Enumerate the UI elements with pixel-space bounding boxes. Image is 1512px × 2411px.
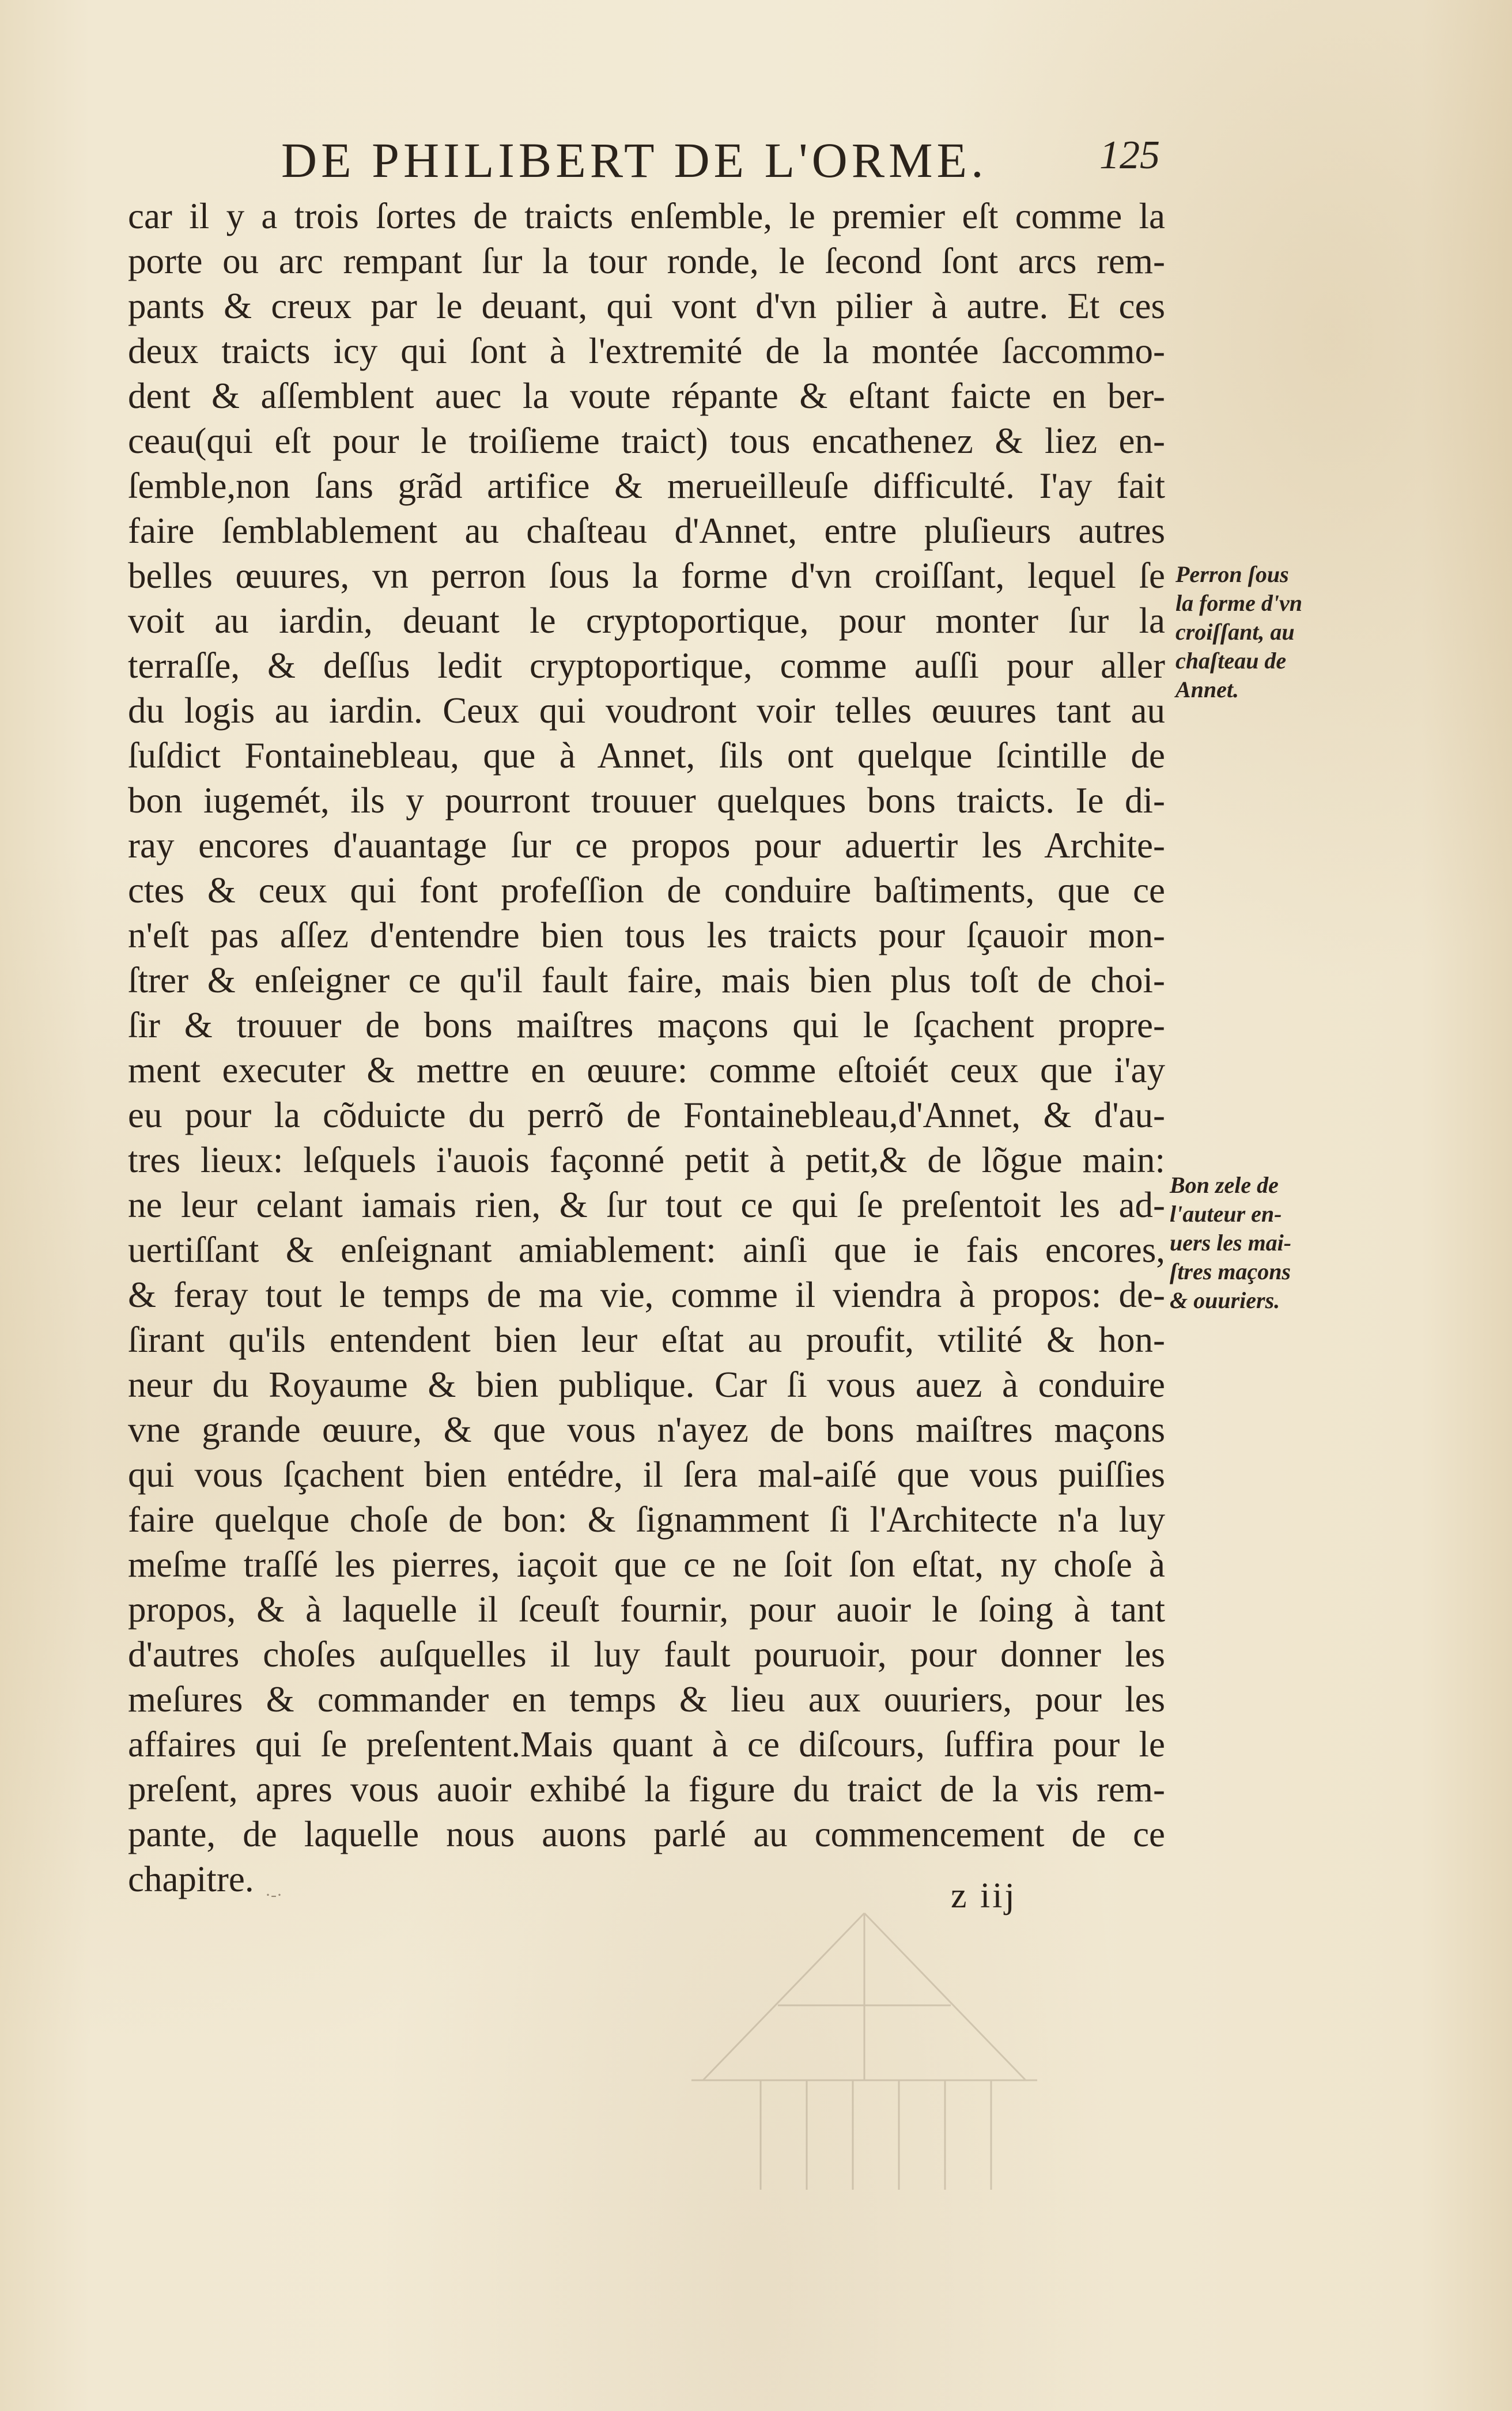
page-number: 125 xyxy=(1099,133,1160,177)
text-line: dent & aſſemblent auec la voute répante & eſtant faicte en ber- xyxy=(128,376,1165,416)
margin-note-line: croiſſant, au xyxy=(1175,619,1295,645)
text-line: affaires qui ſe preſentent.Mais quant à ce diſcours, ſuffira pour le xyxy=(128,1724,1165,1764)
signature-mark: z iij xyxy=(951,1876,1017,1915)
text-line: ſemble,non ſans grãd artifice & merueilleuſe difficulté. I'ay fait xyxy=(128,466,1165,506)
text-line: belles œuures, vn perron ſous la forme d'vn croiſſant, lequel ſe xyxy=(128,555,1165,596)
text-line: neur du Royaume & bien publique. Car ſi vous auez à conduire xyxy=(128,1365,1165,1405)
text-line: terraſſe, & deſſus ledit cryptoportique, comme auſſi pour aller xyxy=(128,645,1165,686)
text-line: chapitre. xyxy=(128,1859,254,1899)
text-line: bon iugemét, ils y pourront trouuer quelques bons traicts. Ie di- xyxy=(128,780,1165,821)
text-line: ſirant qu'ils entendent bien leur eſtat au proufit, vtilité & hon- xyxy=(128,1320,1165,1360)
text-line: qui vous ſçachent bien entédre, il ſera mal-aiſé que vous puiſſies xyxy=(128,1454,1165,1495)
running-head: DE PHILIBERT DE L'ORME. xyxy=(281,133,988,188)
text-line: deux traicts icy qui ſont à l'extremité de la montée ſaccommo- xyxy=(128,331,1165,371)
text-line: ſir & trouuer de bons maiſtres maçons qui le ſçachent propre- xyxy=(128,1005,1165,1045)
text-line: meſme traſſé les pierres, iaçoit que ce ne ſoit ſon eſtat, ny choſe à xyxy=(128,1544,1165,1585)
text-line: & feray tout le temps de ma vie, comme il viendra à propos: de- xyxy=(128,1275,1165,1315)
text-line: preſent, apres vous auoir exhibé la figure du traict de la vis rem- xyxy=(128,1769,1165,1809)
text-line: propos, & à laquelle il ſceuſt fournir, pour auoir le ſoing à tant xyxy=(128,1589,1165,1630)
main-text-block xyxy=(128,194,1165,1902)
text-line: eu pour la cõduicte du perrõ de Fontainebleau,d'Annet, & d'au- xyxy=(128,1095,1165,1135)
text-line: ray encores d'auantage ſur ce propos pour aduertir les Archite- xyxy=(128,825,1165,866)
text-line: ceau(qui eſt pour le troiſieme traict) tous encathenez & liez en- xyxy=(128,421,1165,461)
margin-note-perron xyxy=(1175,560,1325,704)
margin-note-line: Annet. xyxy=(1175,677,1239,702)
text-line: car il y a trois ſortes de traicts enſemble, le premier eſt comme la xyxy=(128,196,1165,236)
page-header xyxy=(0,131,1512,201)
text-line: ſtrer & enſeigner ce qu'il fault faire, mais bien plus toſt de choi- xyxy=(128,960,1165,1000)
text-line: du logis au iardin. Ceux qui voudront voir telles œuures tant au xyxy=(128,690,1165,731)
margin-note-line: & ouuriers. xyxy=(1170,1287,1280,1313)
text-line: ctes & ceux qui font profeſſion de conduire baſtiments, que ce xyxy=(128,870,1165,910)
text-line: ſuſdict Fontainebleau, que à Annet, ſils ont quelque ſcintille de xyxy=(128,735,1165,776)
text-line: faire ſemblablement au chaſteau d'Annet, entre pluſieurs autres xyxy=(128,511,1165,551)
margin-note-bon-zele xyxy=(1170,1171,1320,1315)
text-line: ne leur celant iamais rien, & ſur tout ce qui ſe preſentoit les ad- xyxy=(128,1185,1165,1225)
margin-note-line: l'auteur en- xyxy=(1170,1201,1282,1227)
text-line: d'autres choſes auſquelles il luy fault pouruoir, pour donner les xyxy=(128,1634,1165,1675)
margin-note-line: Bon zele de xyxy=(1170,1172,1279,1198)
text-line: tres lieux: leſquels i'auois façonné petit à petit,& de lõgue main: xyxy=(128,1140,1165,1180)
show-through-figure xyxy=(691,1890,1210,2265)
text-line: vne grande œuure, & que vous n'ayez de bons maiſtres maçons xyxy=(128,1409,1165,1450)
margin-note-line: la forme d'vn xyxy=(1175,590,1302,616)
text-line: pants & creux par le deuant, qui vont d'vn pilier à autre. Et ces xyxy=(128,286,1165,326)
text-line: porte ou arc rempant ſur la tour ronde, le ſecond ſont arcs rem- xyxy=(128,241,1165,281)
margin-note-line: ſtres maçons xyxy=(1170,1259,1291,1284)
text-line: ment executer & mettre en œuure: comme eſtoiét ceux que i'ay xyxy=(128,1050,1165,1090)
text-line: faire quelque choſe de bon: & ſignamment ſi l'Architecte n'a luy xyxy=(128,1499,1165,1540)
text-line: pante, de laquelle nous auons parlé au commencement de ce xyxy=(128,1814,1165,1854)
margin-note-line: Perron ſous xyxy=(1175,561,1289,587)
text-line: n'eſt pas aſſez d'entendre bien tous les traicts pour ſçauoir mon- xyxy=(128,915,1165,955)
margin-note-line: uers les mai- xyxy=(1170,1230,1292,1256)
text-line: voit au iardin, deuant le cryptoportique, pour monter ſur la xyxy=(128,600,1165,641)
text-line: meſures & commander en temps & lieu aux ouuriers, pour les xyxy=(128,1679,1165,1720)
margin-note-line: chaſteau de xyxy=(1175,648,1287,674)
ink-smudge: ·-· xyxy=(265,1885,282,1904)
text-line: uertiſſant & enſeignant amiablement: ainſi que ie fais encores, xyxy=(128,1230,1165,1270)
